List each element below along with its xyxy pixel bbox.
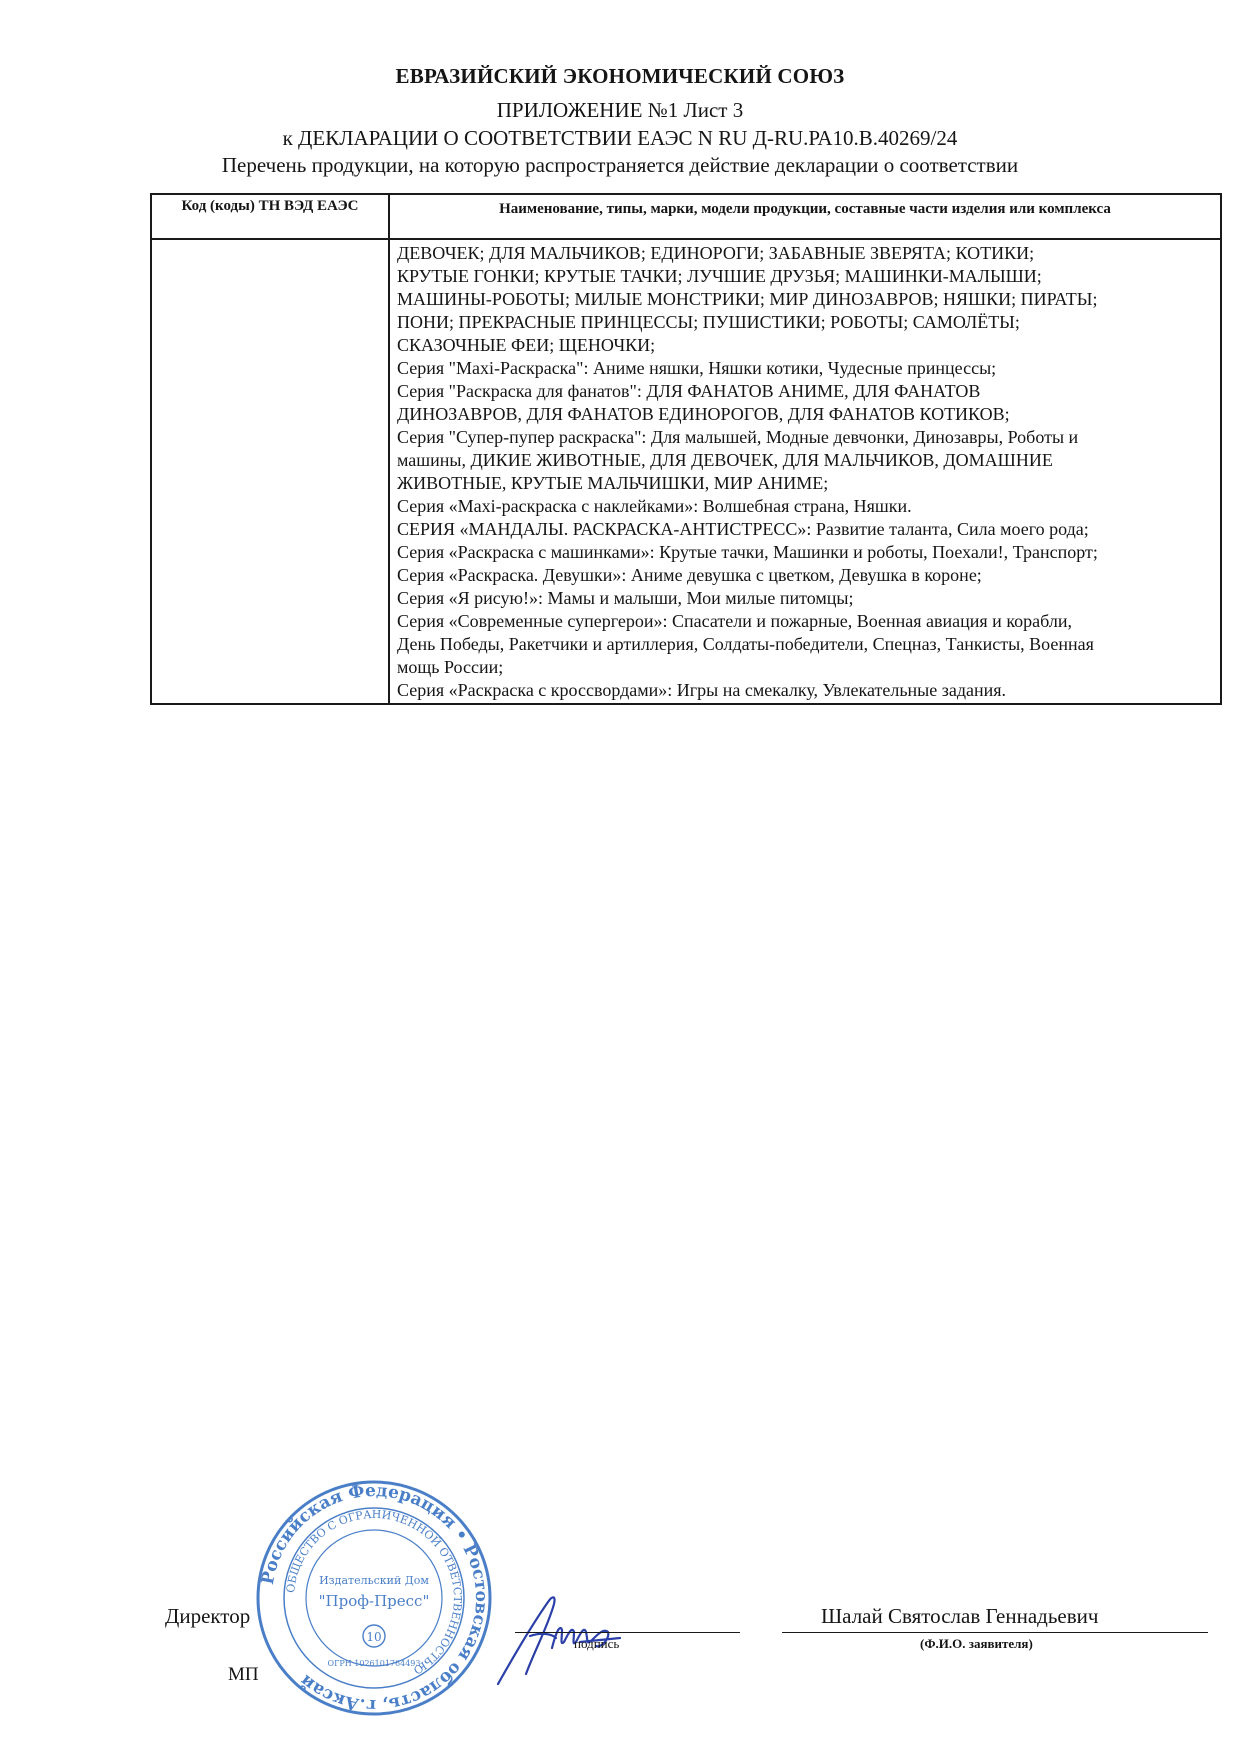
description-line: ДЕВОЧЕК; ДЛЯ МАЛЬЧИКОВ; ЕДИНОРОГИ; ЗАБАВНЫЕ ЗВЕРЯТА; КОТИКИ; <box>397 243 1035 263</box>
header-code-cell: Код (коды) ТН ВЭД ЕАЭС <box>151 194 389 239</box>
official-seal <box>254 1478 494 1718</box>
description-line: ЖИВОТНЫЕ, КРУТЫЕ МАЛЬЧИШКИ, МИР АНИМЕ; <box>397 473 829 493</box>
seal-ring-text: ОБЩЕСТВО С ОГРАНИЧЕННОЙ ОТВЕТСТВЕННОСТЬЮ <box>284 1507 465 1677</box>
table-row <box>151 239 1221 704</box>
seal-outer-text: Российская Федерация • Ростовская область, г.Аксай <box>257 1480 492 1716</box>
seal-inner-line-1: Издательский Дом <box>319 1574 429 1587</box>
signature-line <box>515 1632 740 1633</box>
signatory-name: Шалай Святослав Геннадьевич <box>821 1604 1099 1628</box>
declaration-reference: к ДЕКЛАРАЦИИ О СООТВЕТСТВИИ ЕАЭС N RU Д-RU.РА10.В.40269/24 <box>282 126 958 150</box>
product-table <box>150 193 1222 705</box>
product-list-caption: Перечень продукции, на которую распространяется действие декларации о соответствии <box>221 153 1019 177</box>
description-line: Серия «Я рисую!»: Мамы и малыши, Мои милые питомцы; <box>397 588 854 608</box>
seal-inner-line-2: "Проф-Пресс" <box>318 1592 430 1610</box>
description-line: Серия «Maxi-раскраска с наклейками»: Волшебная страна, Няшки. <box>397 496 912 516</box>
description-line: машины, ДИКИЕ ЖИВОТНЫЕ, ДЛЯ ДЕВОЧЕК, ДЛЯ МАЛЬЧИКОВ, ДОМАШНИЕ <box>397 450 1053 470</box>
seal-number: 10 <box>366 1630 382 1644</box>
seal-ogrn: ОГРН 1026101764493 <box>327 1659 421 1668</box>
code-cell <box>151 239 389 704</box>
description-line: СЕРИЯ «МАНДАЛЫ. РАСКРАСКА-АНТИСТРЕСС»: Развитие таланта, Сила моего рода; <box>397 519 1089 539</box>
description-line: ДИНОЗАВРОВ, ДЛЯ ФАНАТОВ ЕДИНОРОГОВ, ДЛЯ ФАНАТОВ КОТИКОВ; <box>397 404 1010 424</box>
description-line: МАШИНЫ-РОБОТЫ; МИЛЫЕ МОНСТРИКИ; МИР ДИНОЗАВРОВ; НЯШКИ; ПИРАТЫ; <box>397 289 1098 309</box>
description-line: Серия "Maxi-Раскраска": Аниме няшки, Няшки котики, Чудесные принцессы; <box>397 358 997 378</box>
description-line: Серия «Раскраска с машинками»: Крутые тачки, Машинки и роботы, Поехали!, Транспорт; <box>397 542 1098 562</box>
annex-title: ПРИЛОЖЕНИЕ №1 Лист 3 <box>496 98 744 122</box>
director-label: Директор <box>165 1604 251 1628</box>
description-line: Серия «Раскраска с кроссвордами»: Игры на смекалку, Увлекательные задания. <box>397 680 1007 700</box>
description-line: СКАЗОЧНЫЕ ФЕИ; ЩЕНОЧКИ; <box>397 335 656 355</box>
description-line: Серия «Современные супергерои»: Спасатели и пожарные, Военная авиация и корабли, <box>397 611 1072 631</box>
table-header-row <box>151 194 1221 239</box>
description-line: ПОНИ; ПРЕКРАСНЫЕ ПРИНЦЕССЫ; ПУШИСТИКИ; РОБОТЫ; САМОЛЁТЫ; <box>397 312 1020 332</box>
description-line: День Победы, Ракетчики и артиллерия, Солдаты-победители, Спецназ, Танкисты, Военная <box>397 634 1094 654</box>
description-line: Серия "Раскраска для фанатов": ДЛЯ ФАНАТОВ АНИМЕ, ДЛЯ ФАНАТОВ <box>397 381 981 401</box>
name-line <box>782 1632 1208 1633</box>
description-line: КРУТЫЕ ГОНКИ; КРУТЫЕ ТАЧКИ; ЛУЧШИЕ ДРУЗЬЯ; МАШИНКИ-МАЛЫШИ; <box>397 266 1042 286</box>
description-line: мощь России; <box>397 657 504 677</box>
signature-caption: подпись <box>574 1636 620 1651</box>
header-name-cell: Наименование, типы, марки, модели продукции, составные части изделия или комплекса <box>389 194 1221 239</box>
stamp-place-label: МП <box>228 1664 259 1685</box>
union-title: ЕВРАЗИЙСКИЙ ЭКОНОМИЧЕСКИЙ СОЮЗ <box>395 64 845 88</box>
description-line: Серия «Раскраска. Девушки»: Аниме девушка с цветком, Девушка в короне; <box>397 565 982 585</box>
product-description-cell <box>389 239 1221 704</box>
name-caption: (Ф.И.О. заявителя) <box>920 1636 1033 1651</box>
description-line: Серия "Супер-пупер раскраска": Для малышей, Модные девчонки, Динозавры, Роботы и <box>397 427 1079 447</box>
